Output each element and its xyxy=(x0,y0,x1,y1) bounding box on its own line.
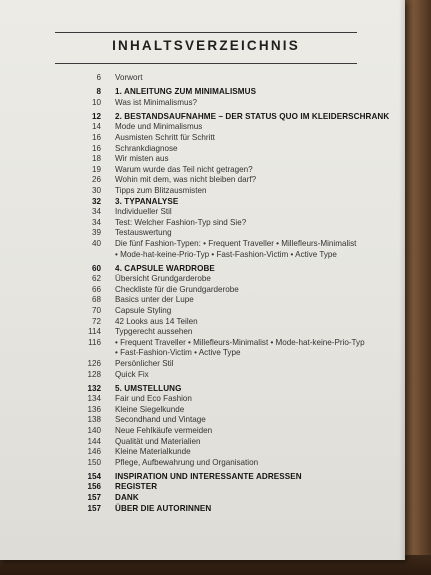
toc-entry-text: Basics unter der Lupe xyxy=(115,295,194,305)
toc-entry-text: Pflege, Aufbewahrung und Organisation xyxy=(115,457,259,467)
toc-entry-row xyxy=(0,370,405,381)
toc-chapter-row xyxy=(0,384,405,395)
toc-entry-text: Checkliste für die Grundgarderobe xyxy=(115,284,239,294)
toc-page-number: 16 xyxy=(91,143,101,153)
toc-entry-row xyxy=(0,426,405,437)
toc-entry-row xyxy=(0,239,405,250)
toc-entry-row xyxy=(0,458,405,469)
toc-chapter-row xyxy=(0,87,405,98)
toc-entry-text: Wohin mit dem, was nicht bleiben darf? xyxy=(115,175,257,185)
toc-entry-text: 4. CAPSULE WARDROBE xyxy=(115,263,215,273)
toc-entry-text: Quick Fix xyxy=(115,369,149,379)
toc-entry-text: Kleine Materialkunde xyxy=(115,447,191,457)
toc-entry-row xyxy=(0,306,405,317)
toc-page-number: 116 xyxy=(88,337,101,347)
toc-entry-text: Vorwort xyxy=(115,73,143,82)
toc-entry-text: 42 Looks aus 14 Teilen xyxy=(115,316,198,326)
title-rule-top xyxy=(55,32,357,33)
toc-page-number: 10 xyxy=(91,97,101,107)
toc-entry-text: Warum wurde das Teil nicht getragen? xyxy=(115,164,253,174)
toc-entry-row xyxy=(0,394,405,405)
toc-entry-row xyxy=(0,274,405,285)
page-title: INHALTSVERZEICHNIS xyxy=(112,38,300,53)
toc-entry-text: Die fünf Fashion-Typen: • Frequent Traveller • Millefleurs-Minimalist xyxy=(115,238,357,248)
toc-entry-row xyxy=(0,228,405,239)
toc-entry-row xyxy=(0,122,405,133)
toc-page-number: 62 xyxy=(91,274,101,284)
toc-page-number: 8 xyxy=(96,87,101,97)
toc-entry-row xyxy=(0,415,405,426)
toc-chapter-row xyxy=(0,493,405,504)
toc-entry-text: Übersicht Grundgarderobe xyxy=(115,274,211,284)
toc-page-number: 6 xyxy=(96,73,101,82)
toc-page-number: 14 xyxy=(91,122,101,132)
toc-entry-text: Testauswertung xyxy=(115,228,172,238)
toc-entry-text: Fair und Eco Fashion xyxy=(115,394,192,404)
toc-page-number: 156 xyxy=(87,482,101,492)
toc-chapter-row xyxy=(0,264,405,275)
toc-entry-row xyxy=(0,437,405,448)
toc-entry-row xyxy=(0,133,405,144)
toc-page-number: 157 xyxy=(87,503,101,513)
toc-entry-text: Mode und Minimalismus xyxy=(115,122,203,132)
toc-entry-row xyxy=(0,73,405,84)
toc-entry-row xyxy=(0,218,405,229)
toc-entry-row xyxy=(0,317,405,328)
toc-entry-row xyxy=(0,98,405,109)
toc-page-number: 140 xyxy=(87,426,101,435)
toc-page-number: 146 xyxy=(87,447,101,457)
toc-entry-text: • Frequent Traveller • Millefleurs-Minimalist • Mode-hat-keine-Prio-Typ xyxy=(115,337,365,347)
toc-entry-text: Individueller Stil xyxy=(115,207,172,217)
toc-entry-text: ÜBER DIE AUTORINNEN xyxy=(115,503,212,513)
toc-page-number: 72 xyxy=(91,316,101,326)
toc-page-number: 60 xyxy=(91,263,101,273)
table-of-contents xyxy=(0,73,405,514)
toc-page-number: 132 xyxy=(87,383,101,393)
toc-entry-text: Kleine Siegelkunde xyxy=(115,404,185,414)
table-surface-right xyxy=(403,0,431,575)
toc-page-number: 32 xyxy=(91,196,101,206)
toc-entry-text: Persönlicher Stil xyxy=(115,358,174,368)
toc-entry-text: 3. TYPANALYSE xyxy=(115,196,179,206)
toc-entry-text: 1. ANLEITUNG ZUM MINIMALISMUS xyxy=(115,87,257,97)
toc-chapter-row xyxy=(0,504,405,515)
toc-page-number: 136 xyxy=(87,404,101,414)
toc-entry-text: Secondhand und Vintage xyxy=(115,415,206,425)
toc-page-number: 144 xyxy=(87,436,101,446)
toc-entry-row xyxy=(0,207,405,218)
toc-page-number: 126 xyxy=(87,358,101,368)
toc-chapter-row xyxy=(0,197,405,208)
toc-entry-text: Capsule Styling xyxy=(115,305,172,315)
toc-page-number: 128 xyxy=(87,369,101,379)
toc-page-number: 114 xyxy=(88,327,101,337)
toc-entry-text: Schrankdiagnose xyxy=(115,143,178,153)
toc-entry-row xyxy=(0,154,405,165)
toc-entry-row xyxy=(0,295,405,306)
toc-page-number: 40 xyxy=(91,238,101,248)
title-rule-bottom xyxy=(55,63,357,64)
toc-entry-text: REGISTER xyxy=(115,482,158,492)
toc-entry-row xyxy=(0,285,405,296)
toc-entry-row xyxy=(0,327,405,338)
toc-entry-text: Typgerecht aussehen xyxy=(115,327,193,337)
toc-entry-row xyxy=(0,144,405,155)
toc-entry-row xyxy=(0,175,405,186)
toc-entry-text: Neue Fehlkäufe vermeiden xyxy=(115,426,213,435)
toc-page-number: 16 xyxy=(91,132,101,142)
toc-page-number: 157 xyxy=(87,493,101,503)
toc-entry-text: INSPIRATION UND INTERESSANTE ADRESSEN xyxy=(115,471,302,481)
toc-entry-row xyxy=(0,405,405,416)
toc-entry-text: • Mode-hat-keine-Prio-Typ • Fast-Fashion-Victim • Active Type xyxy=(115,249,337,259)
toc-page-number: 138 xyxy=(87,415,101,425)
toc-page-number: 150 xyxy=(87,457,101,467)
toc-chapter-row xyxy=(0,112,405,123)
toc-entry-text: Wir misten aus xyxy=(115,154,169,164)
toc-page-number: 34 xyxy=(91,207,101,217)
toc-page-number: 19 xyxy=(91,164,101,174)
toc-entry-text: Tipps zum Blitzausmisten xyxy=(115,185,207,195)
toc-entry-text: Test: Welcher Fashion-Typ sind Sie? xyxy=(115,217,247,227)
toc-chapter-row xyxy=(0,482,405,493)
toc-entry-row xyxy=(0,447,405,458)
toc-entry-row xyxy=(0,348,405,359)
toc-page-number: 68 xyxy=(91,295,101,305)
toc-entry-text: 5. UMSTELLUNG xyxy=(115,383,182,393)
toc-page-number: 66 xyxy=(91,284,101,294)
toc-entry-text: 2. BESTANDSAUFNAHME – DER STATUS QUO IM KLEIDERSCHRANK xyxy=(115,111,390,121)
toc-entry-text: Was ist Minimalismus? xyxy=(115,97,197,107)
toc-chapter-row xyxy=(0,472,405,483)
toc-entry-row xyxy=(0,359,405,370)
toc-page-number: 70 xyxy=(91,305,101,315)
toc-entry-text: Qualität und Materialien xyxy=(115,436,201,446)
toc-page-number: 134 xyxy=(87,394,101,404)
toc-page-number: 39 xyxy=(91,228,101,238)
toc-entry-row xyxy=(0,165,405,176)
toc-entry-text: • Fast-Fashion-Victim • Active Type xyxy=(115,348,241,358)
toc-entry-row xyxy=(0,338,405,349)
toc-entry-row xyxy=(0,186,405,197)
toc-page-number: 12 xyxy=(91,111,101,121)
toc-page-number: 26 xyxy=(91,175,101,185)
toc-page-number: 34 xyxy=(91,217,101,227)
toc-entry-text: Ausmisten Schritt für Schritt xyxy=(115,132,215,142)
toc-page-number: 30 xyxy=(91,185,101,195)
toc-page-number: 18 xyxy=(91,154,101,164)
toc-entry-row xyxy=(0,250,405,261)
toc-entry-text: DANK xyxy=(115,493,139,503)
toc-page-number: 154 xyxy=(87,471,101,481)
